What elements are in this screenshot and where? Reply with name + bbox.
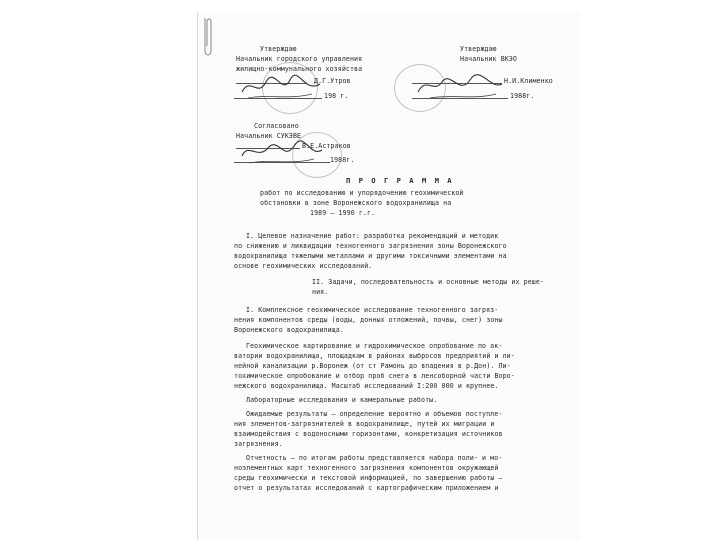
scanned-document-page [198,12,580,540]
handwritten-signature-left [238,72,328,104]
body-line-8: нения компонентов среды (воды, донных отложений, почвы, снег) зоны [234,316,503,324]
body-line-14: нежского водохранилища. Масштаб исследований I:200 000 и крупнее. [234,382,499,390]
body-line-4: основе геохимических исследований. [234,262,373,270]
body-line-1: I. Целевое назначение работ: разработка рекомендаций и методик [246,232,499,240]
approval-left-line-2: жилищно-коммунального хозяйства [236,65,363,73]
body-line-11: ватории водохранилища, площадкам в районах выбросов предприятий и ли- [234,352,515,360]
agreed-name: В.Е.Астраков [302,142,351,150]
body-line-22: среды геохимически и текстовой информацией, по завершению работы – [234,474,503,482]
approval-right-date: 1988г. [510,92,535,100]
handwritten-signature-right [412,70,508,104]
handwritten-signature-agreed [238,136,328,168]
approval-left-name: Д.Г.Утров [314,77,351,85]
approval-right-title: Утверждаю [460,45,497,53]
body-line-20: Отчетность – по итогам работы представляется набора поли- и мо- [246,454,503,462]
paper-clip-icon [202,14,214,58]
body-line-10: Геохимическое картирование и гидрохимическое опробование по ак- [246,342,503,350]
body-line-3: водохранилища тяжелыми металлами и другими токсичными элементами на [234,252,507,260]
body-line-19: загрязнения. [234,440,283,448]
program-subtitle-1: работ по исследованию и упорядочению геохимической [260,189,464,197]
body-line-9: Воронежского водохранилища. [234,326,344,334]
agreed-date: 1988г. [330,156,355,164]
body-line-21: ноэлементных карт техногенного загрязнения компонентов окружающей [234,464,499,472]
body-line-2: по снижению и ликвидации техногенного загрязнения зоны Воронежского [234,242,507,250]
body-line-5: II. Задачи, последовательность и основные методы их реше- [312,278,544,286]
approval-left-title: Утверждаю [260,45,297,53]
approval-left-line-1: Начальник городского управления [236,55,363,63]
body-line-15: Лабораторные исследования и камеральные работы. [246,396,438,404]
body-line-18: взаимодействия с водоносными горизонтами, конкретизация источников [234,430,503,438]
approval-right-line-1: Начальник ВКЭО [460,55,517,63]
body-line-6: ния. [312,288,329,296]
body-line-16: Ожидаемые результаты – определение вероятно и объемов поступле- [246,410,503,418]
program-subtitle-2: обстановки в зоне Воронежского водохранилища на [260,199,452,207]
body-line-17: ния элементов-загрязнителей в водохранилище, путей их миграции и [234,420,495,428]
body-line-13: тохимическое опробование и отбор проб снега в ленсоборной части Воро- [234,372,515,380]
body-line-7: I. Комплексное геохимическое исследование техногенного загряз- [246,306,499,314]
body-line-12: нейной канализации р.Воронеж (от ст Рамонь до впадения в р.Дон). Ли- [234,362,511,370]
program-heading: П Р О Г Р А М М А [346,176,454,185]
approval-right-name: Н.И.Клименко [504,77,553,85]
approval-left-date: 198 г. [324,92,349,100]
agreed-title: Согласовано [254,122,299,130]
agreed-line-1: Начальник СУКЭВЕ [236,132,302,140]
program-subtitle-3: 1989 – 1990 г.г. [310,209,376,217]
body-line-23: отчет о результатах исследований с картографическим приложением и [234,484,499,492]
